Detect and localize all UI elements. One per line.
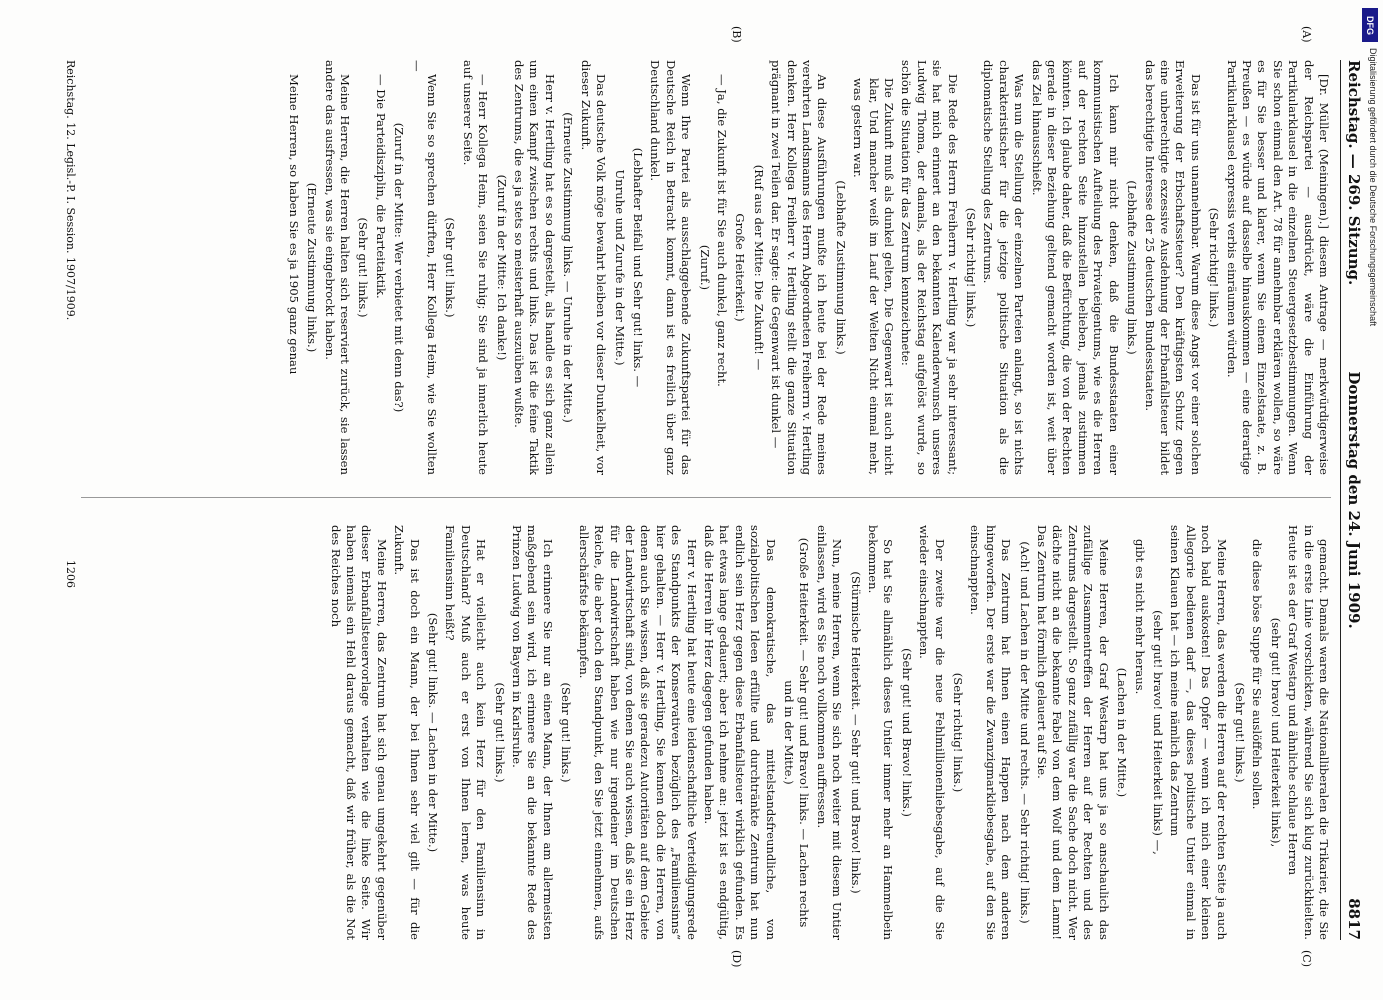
left-column-paragraph: Ich kann mir nicht denken, daß die Bundesstaaten einer kommunistischen Aufteilung des Privateigentums, wie es die Herren auf der rechten Seite hinzustellen belieben, jemals zustimmen könnten. Ich glaube daher, daß die Befürchtung, die von der Rechten gerade in dieser Beziehung geltend gemacht worden ist, weit über das Ziel hinausschießt. [1029, 60, 1121, 475]
margin-mark-b: (B) [730, 26, 743, 43]
header-session: Reichstag. — 269. Sitzung. [1345, 60, 1363, 286]
right-column-paragraph: Meine Herren, der Graf Westarp hat uns ja so anschaulich das zufällige Zusammentreffen der Herren auf der Rechten und des Zentrums dargestellt. So ganz zufällig war die Sache doch nicht. Wer dächte nicht an die bekannte Fabel von dem Wolf und dem Lamm! Das Zentrum hat förmlich gelauert auf Sie. [1035, 525, 1111, 940]
left-column-paragraph: Herr v. Hertling hat es so dargestellt, als handle es sich ganz allein um einen Kampf zwischen rechts und links. Das ist die feine Taktik des Zentrums, die es ja stets so meisterhaft auszuüben wußte. [512, 60, 557, 475]
right-column-paragraph: Der zweite war die neue Fehlmillionenliebesgabe, auf die Sie wieder einschnappten. [917, 525, 947, 940]
left-text-column [81, 60, 1331, 475]
left-column-paragraph: Meine Herren, die Herren halten sich reserviert zurück, sie lassen andere das ausfressen, was sie eingebrockt haben. [322, 60, 353, 475]
right-column-interjection: (Sehr richtig! links.) [951, 672, 966, 793]
left-column-paragraph: — Ja, die Zukunft ist für Sie auch dunkel, ganz recht. [714, 74, 729, 387]
left-column-paragraph: Die Rede des Herrn Freiherrn v. Hertling war ja sehr interessant; sie hat mich erinnert an den bekannten Kalenderwunsch unseres Ludwig Thoma, der damals, als der Reichstag aufgelöst wurde, so schön die Situation für das Zentrum kennzeichnete: [899, 60, 960, 475]
right-column-interjection: (Große Heiterkeit. — Sehr gut! und Bravo! links. — Lachen rechts und in der Mitte.) [782, 537, 812, 928]
left-column-paragraph: Wenn Ihre Partei als ausschlaggebende Zukunftspartei für das Deutsche Reich in Betracht kommt, dann ist es freilich über ganz Deutschland dunkel. [648, 60, 694, 475]
right-column-interjection: (sehr gut! bravo! und Heiterkeit links) —, [1150, 610, 1165, 855]
right-column-paragraph: die diese böse Suppe für Sie auslöffeln sollen. [1250, 539, 1265, 810]
left-column-paragraph: Wenn Sie so sprechen dürften, Herr Kollega Heim, wie Sie wollten — [409, 60, 440, 475]
margin-mark-c: (C) [1300, 950, 1313, 967]
left-column-interjection: (Sehr gut! links.) [356, 217, 371, 318]
left-column-paragraph: [Dr. Müller (Meiningen).] diesem Antrage — merkwürdigerweise der Reichspartei — ausdrückt, wäre die Einführung der Partikularklausel in die einzelnen Steuergesetzbestimmungen. Wenn Sie schon einmal den Art. 78 für annehmbar erklären wollen, so wäre es für Sie besser und klarer, wenn Sie einem Einzelstaate, z. B. Preußen — es würde auf dasselbe hinauskommen — eine derartige Partikularklausel expressis verbis einräumen würden. [1224, 60, 1331, 475]
right-column-interjection: (Sehr gut! links.) [492, 682, 507, 783]
left-column-interjection: (Sehr richtig! links.) [964, 207, 979, 328]
left-column-interjection: (Zuruf.) [697, 244, 712, 291]
left-column-interjection: (Ruf aus der Mitte: Die Zukunft! — [751, 164, 766, 371]
digitization-stamp [1355, 0, 1381, 1000]
left-column-interjection: (Zuruf in der Mitte: Ich danke!) [494, 174, 509, 361]
funding-notice: Digitalisierung gefördert durch die Deutsche Forschungsgemeinschaft [1368, 48, 1378, 327]
right-text-column [81, 525, 1331, 940]
right-column-paragraph: Hat er vielleicht auch kein Herz für den Familiensinn in Deutschland? Muß auch er erst von Ihnen lernen, was heute Familiensinn heißt? [443, 525, 489, 940]
left-column-paragraph: Das ist für uns unannehmbar. Warum diese Angst vor einer solchen Erweiterung der Erbschaftssteuer? Den kräftigsten Schutz gegen eine unberechtigte exzessive Ausdehnung der Erbanfallsteuer bildet das berechtigte Interesse der 25 deutschen Bundesstaaten. [1142, 60, 1203, 475]
left-column-paragraph: Was nun die Stellung der einzelnen Parteien anlangt, so ist nichts charakteristischer für die jetzige politische Situation als die diplomatische Stellung des Zentrums. [981, 60, 1027, 475]
right-column-paragraph: Meine Herren, das Zentrum hat sich genau umgekehrt gegenüber dieser Erbanfallsteuervorlage verhalten wie die linke Seite. Wir haben niemals ein Hehl daraus gemacht, daß wir früher, als die Not des Reiches noch [328, 525, 389, 940]
column-divider [81, 497, 1331, 498]
right-column-interjection: (Sehr gut! und Bravo! links.) [899, 648, 914, 817]
right-column-paragraph: Das demokratische, das mittelstandsfreundliche, von sozialpolitischen Ideen erfüllte und durchtränkte Zentrum hat nun endlich sein Herz gegen diese Erbanfallsteuer wirklich gefunden. Es hat etwas lange gedauert; aber ich nehme an: jetzt ist es endgültig, daß die Herren ihr Herz dagegen gefunden haben. [701, 525, 778, 940]
footer-legislature: Reichstag. 12. Legisl.-P. I. Session. 1907/1909. [64, 60, 77, 321]
left-column-paragraph: Die Zukunft muß als dunkel gelten, Die Gegenwart ist auch nicht klar, Und mancher weiß im Lauf der Welten Nicht einmal mehr, was gestern war. [851, 78, 897, 475]
right-column-interjection: (Sehr gut! links.) [1232, 682, 1247, 783]
right-column-interjection: (sehr gut! bravo! und Heiterkeit links), [1268, 617, 1283, 848]
margin-mark-d: (D) [730, 950, 743, 968]
left-column-interjection: (Sehr gut! links.) [443, 217, 458, 318]
header-date: Donnerstag den 24. Juni 1909. [1345, 371, 1363, 629]
right-column-paragraph: Das ist doch ein Mann, der bei Ihnen sehr viel gilt — für die Zukunft. [392, 525, 422, 940]
left-column-paragraph: Meine Herren, so haben Sie es ja 1905 ganz genau [286, 74, 301, 375]
right-column-paragraph: gemacht. Damals waren die Nationalliberalen die Trikarier, die Sie in die erste Linie vorschickten, während Sie sich klug zurückhielten. Heute ist es der Graf Westarp und ähnliche schlaue Herren [1286, 525, 1331, 940]
dfg-logo: DFG [1362, 8, 1378, 42]
left-column-interjection: (Erneute Zustimmung links.) [305, 182, 320, 353]
margin-mark-a: (A) [1300, 26, 1313, 43]
left-column-interjection: Große Heiterkeit.) [733, 213, 748, 322]
right-column-paragraph: Nun, meine Herren, wenn Sie sich noch weiter mit diesem Untier einlassen, wird es Sie noch vollkommen auffressen. [814, 525, 845, 940]
right-column-interjection: (Ach! und Lachen in der Mitte und rechts. — Sehr richtig! links.) [1017, 541, 1032, 924]
right-column-paragraph: Ich erinnere Sie nur an einen Mann, der Ihnen am allermeisten maßgebend sein wird, ich erinnere Sie an die bekannte Rede des Prinzen Ludwig von Bayern in Karlsruhe. [510, 525, 555, 940]
left-column-paragraph: Das deutsche Volk möge bewahrt bleiben vor dieser Dunkelheit, vor dieser Zukunft. [578, 60, 609, 475]
left-column-paragraph: An diese Ausführungen mußte ich heute bei der Rede meines verehrten Landsmanns des Herrn Abgeordneten Freiherrn v. Hertling denken. Herr Kollega Freiherr v. Hertling stellt die ganze Situation prägnant in zwei Teilen dar. Er sagte: die Gegenwart ist dunkel — [769, 60, 830, 475]
right-column-interjection: (Sehr gut! links.) [559, 682, 574, 783]
footer-sheet-number: 1206 [64, 560, 77, 588]
left-column-interjection: (Lebhafte Zustimmung links.) [1125, 180, 1140, 355]
right-column-paragraph: Das Zentrum hat Ihnen einen Happen nach dem anderen hingeworfen. Der erste war die Zwanzigmarkliebesgabe, auf den Sie einschnappten. [968, 525, 1014, 940]
left-column-paragraph: — Die Parteidisziplin, die Parteitaktik. [373, 74, 388, 299]
right-column-interjection: (Sehr gut! links. — Lachen in der Mitte.) [426, 612, 441, 853]
right-column-interjection: (Stürmische Heiterkeit. — Sehr gut! und Bravo! links.) [848, 571, 863, 894]
right-column-paragraph: gibt es nicht mehr heraus. [1132, 539, 1147, 695]
right-column-paragraph: Meine Herren, das werden die Herren auf der rechten Seite ja auch noch bald auskosten! Das Opfer — wenn ich mich einer kleinen Allegorie bedienen darf —, das dieses politische Untier einmal in seinen Klauen hat — ich meine nämlich das Zentrum [1168, 525, 1229, 940]
left-column-interjection: (Sehr richtig! links.) [1207, 207, 1222, 328]
left-column-interjection: Unruhe und Zurufe in der Mitte.) [612, 169, 627, 366]
left-column-interjection: (Erneute Zustimmung links. — Unruhe in der Mitte.) [561, 112, 576, 423]
right-column-interjection: (Lachen in der Mitte.) [1115, 667, 1130, 798]
page-number: 8817 [1345, 898, 1363, 940]
right-column-paragraph: Herr v. Hertling hat heute eine leidenschaftliche Verteidigungsrede des Standpunkts der Konservativen bezüglich des „Familiensinns“ hier gehalten. — Herr v. Hertling, Sie kennen doch die Herren, von denen auch Sie wissen, daß sie geradezu Autoritäten auf dem Gebiete der Landwirtschaft sind, von denen Sie auch wissen, daß sie ein Herz für die Landwirtschaft haben wie nur irgendeiner im Deutschen Reiche, die aber doch den Standpunkt, den Sie jetzt einnehmen, aufs allerschärfste bekämpfen. [576, 525, 699, 940]
left-column-interjection: (Lebhafter Beifall und Sehr gut! links. — [630, 147, 645, 388]
left-column-interjection: (Lebhafte Zustimmung links.) [833, 180, 848, 355]
left-column-paragraph: — Herr Kollega Heim, seien Sie ruhig; Sie sind ja innerlich heute auf unserer Seite. [460, 60, 491, 475]
left-column-interjection: (Zuruf in der Mitte: Wer verbietet mit denn das?) [392, 122, 407, 413]
right-column-paragraph: So hat Sie allmählich dieses Untier immer mehr an Hammelbein bekommen. [866, 525, 896, 940]
